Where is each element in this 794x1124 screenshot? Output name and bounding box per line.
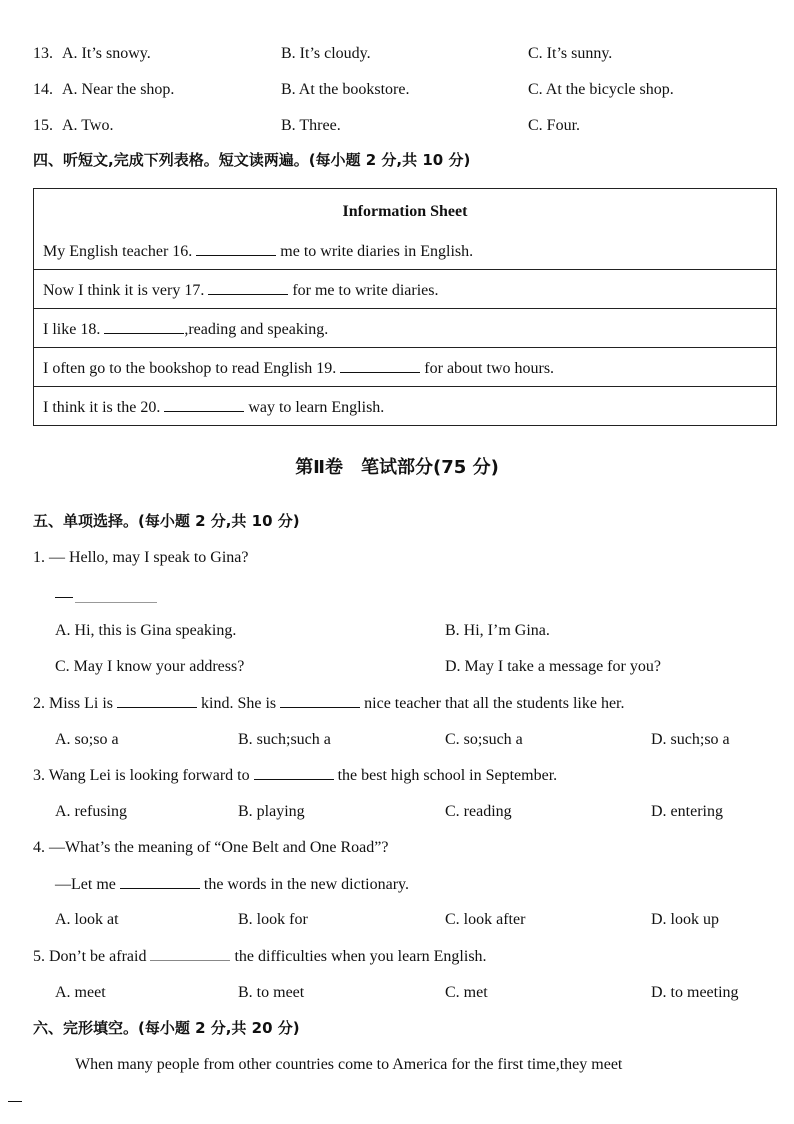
table-row — [34, 309, 777, 348]
option-a[interactable]: A. so;so a — [55, 731, 119, 748]
answer-blank-20[interactable] — [164, 395, 244, 412]
option-b: B. It’s cloudy. — [281, 45, 371, 62]
stem-part: 5. Don’t be afraid — [33, 948, 147, 965]
row-text-pre: My English teacher 16. — [43, 243, 193, 260]
page-mark — [8, 1101, 22, 1102]
question-3-stem — [33, 763, 557, 788]
table-row — [34, 387, 777, 426]
question-5-stem — [33, 944, 487, 969]
answer-blank-3[interactable] — [254, 763, 334, 780]
part2-title: 第Ⅱ卷 笔试部分(75 分) — [295, 457, 499, 478]
option-b: B. At the bookstore. — [281, 81, 410, 98]
stem-part: nice teacher that all the students like her. — [364, 695, 625, 712]
option-a: A. It’s snowy. — [62, 45, 151, 62]
answer-blank-1[interactable] — [75, 602, 157, 603]
section4-heading: 四、听短文,完成下列表格。短文读两遍。(每小题 2 分,共 10 分) — [33, 151, 471, 169]
option-b[interactable]: B. to meet — [238, 984, 305, 1001]
row-text-pre: Now I think it is very 17. — [43, 282, 205, 299]
passage-text: When many people from other countries come to America for the first time,they meet — [75, 1056, 623, 1073]
option-d[interactable]: D. to meeting — [651, 984, 739, 1001]
option-a: 13. — [33, 45, 53, 62]
question-4-options — [0, 908, 794, 932]
option-d[interactable]: D. entering — [651, 803, 723, 820]
question-1-stem: 1. — Hello, may I speak to Gina? — [33, 549, 249, 566]
option-c: C. Four. — [528, 117, 581, 134]
question-2-options — [0, 728, 794, 752]
section5-heading: 五、单项选择。(每小题 2 分,共 10 分) — [33, 512, 300, 530]
row-text-post: for me to write diaries. — [292, 282, 439, 299]
table-row — [34, 270, 777, 309]
stem-part: kind. She is — [201, 695, 277, 712]
option-b[interactable]: B. Hi, I’m Gina. — [445, 622, 550, 639]
listening-item-13 — [0, 42, 794, 66]
option-c[interactable]: C. May I know your address? — [55, 658, 245, 675]
option-b[interactable]: B. playing — [238, 803, 305, 820]
row-text-post: for about two hours. — [424, 360, 555, 377]
option-c: C. It’s sunny. — [528, 45, 613, 62]
listening-item-15 — [0, 114, 794, 138]
row-text-post: way to learn English. — [248, 399, 385, 416]
answer-blank-16[interactable] — [196, 239, 276, 256]
row-text-post: me to write diaries in English. — [280, 243, 474, 260]
question-4-reply — [55, 872, 409, 897]
option-b[interactable]: B. such;such a — [238, 731, 331, 748]
stem-part: 2. Miss Li is — [33, 695, 114, 712]
section6-heading: 六、完形填空。(每小题 2 分,共 20 分) — [33, 1019, 300, 1037]
table-title: Information Sheet — [34, 189, 777, 232]
question-2-stem — [33, 691, 624, 716]
row-text-pre: I like 18. — [43, 321, 101, 338]
answer-blank-5[interactable] — [150, 944, 230, 961]
row-text-pre: I often go to the bookshop to read English 19. — [43, 360, 337, 377]
answer-blank-19[interactable] — [340, 356, 420, 373]
option-a[interactable]: A. meet — [55, 984, 106, 1001]
answer-blank-2b[interactable] — [280, 691, 360, 708]
option-b: B. Three. — [281, 117, 341, 134]
listening-item-14 — [0, 78, 794, 102]
option-a[interactable]: A. Hi, this is Gina speaking. — [55, 622, 237, 639]
question-3-options — [0, 800, 794, 824]
row-text-post: ,reading and speaking. — [184, 321, 329, 338]
question-4-stem: 4. —What’s the meaning of “One Belt and One Road”? — [33, 839, 389, 856]
option-c[interactable]: C. look after — [445, 911, 526, 928]
stem-part: the difficulties when you learn English. — [234, 948, 487, 965]
option-c[interactable]: C. met — [445, 984, 488, 1001]
option-a: A. Two. — [62, 117, 114, 134]
option-d[interactable]: D. look up — [651, 911, 719, 928]
option-d[interactable]: D. such;so a — [651, 731, 730, 748]
question-number: 15. — [33, 117, 53, 134]
answer-blank-2a[interactable] — [117, 691, 197, 708]
option-c: C. At the bicycle shop. — [528, 81, 674, 98]
option-a[interactable]: A. look at — [55, 911, 119, 928]
stem-part: 3. Wang Lei is looking forward to — [33, 767, 250, 784]
question-1-options-row1 — [0, 619, 794, 643]
question-5-options — [0, 981, 794, 1005]
question-1-options-row2 — [0, 655, 794, 679]
stem-part: the words in the new dictionary. — [203, 876, 410, 893]
question-number: 14. — [33, 81, 53, 98]
table-row — [34, 231, 777, 270]
row-text-pre: I think it is the 20. — [43, 399, 161, 416]
option-a: A. Near the shop. — [62, 81, 175, 98]
answer-blank-4[interactable] — [120, 872, 200, 889]
option-a[interactable]: A. refusing — [55, 803, 127, 820]
stem-part: the best high school in September. — [337, 767, 558, 784]
option-b[interactable]: B. look for — [238, 911, 308, 928]
stem-part: —Let me — [55, 876, 116, 893]
option-c[interactable]: C. so;such a — [445, 731, 523, 748]
information-sheet-table — [33, 188, 777, 426]
option-d[interactable]: D. May I take a message for you? — [445, 658, 661, 675]
answer-blank-18[interactable] — [104, 317, 184, 334]
option-c[interactable]: C. reading — [445, 803, 512, 820]
answer-blank-17[interactable] — [208, 278, 288, 295]
table-row — [34, 348, 777, 387]
dialog-dash — [55, 597, 73, 598]
